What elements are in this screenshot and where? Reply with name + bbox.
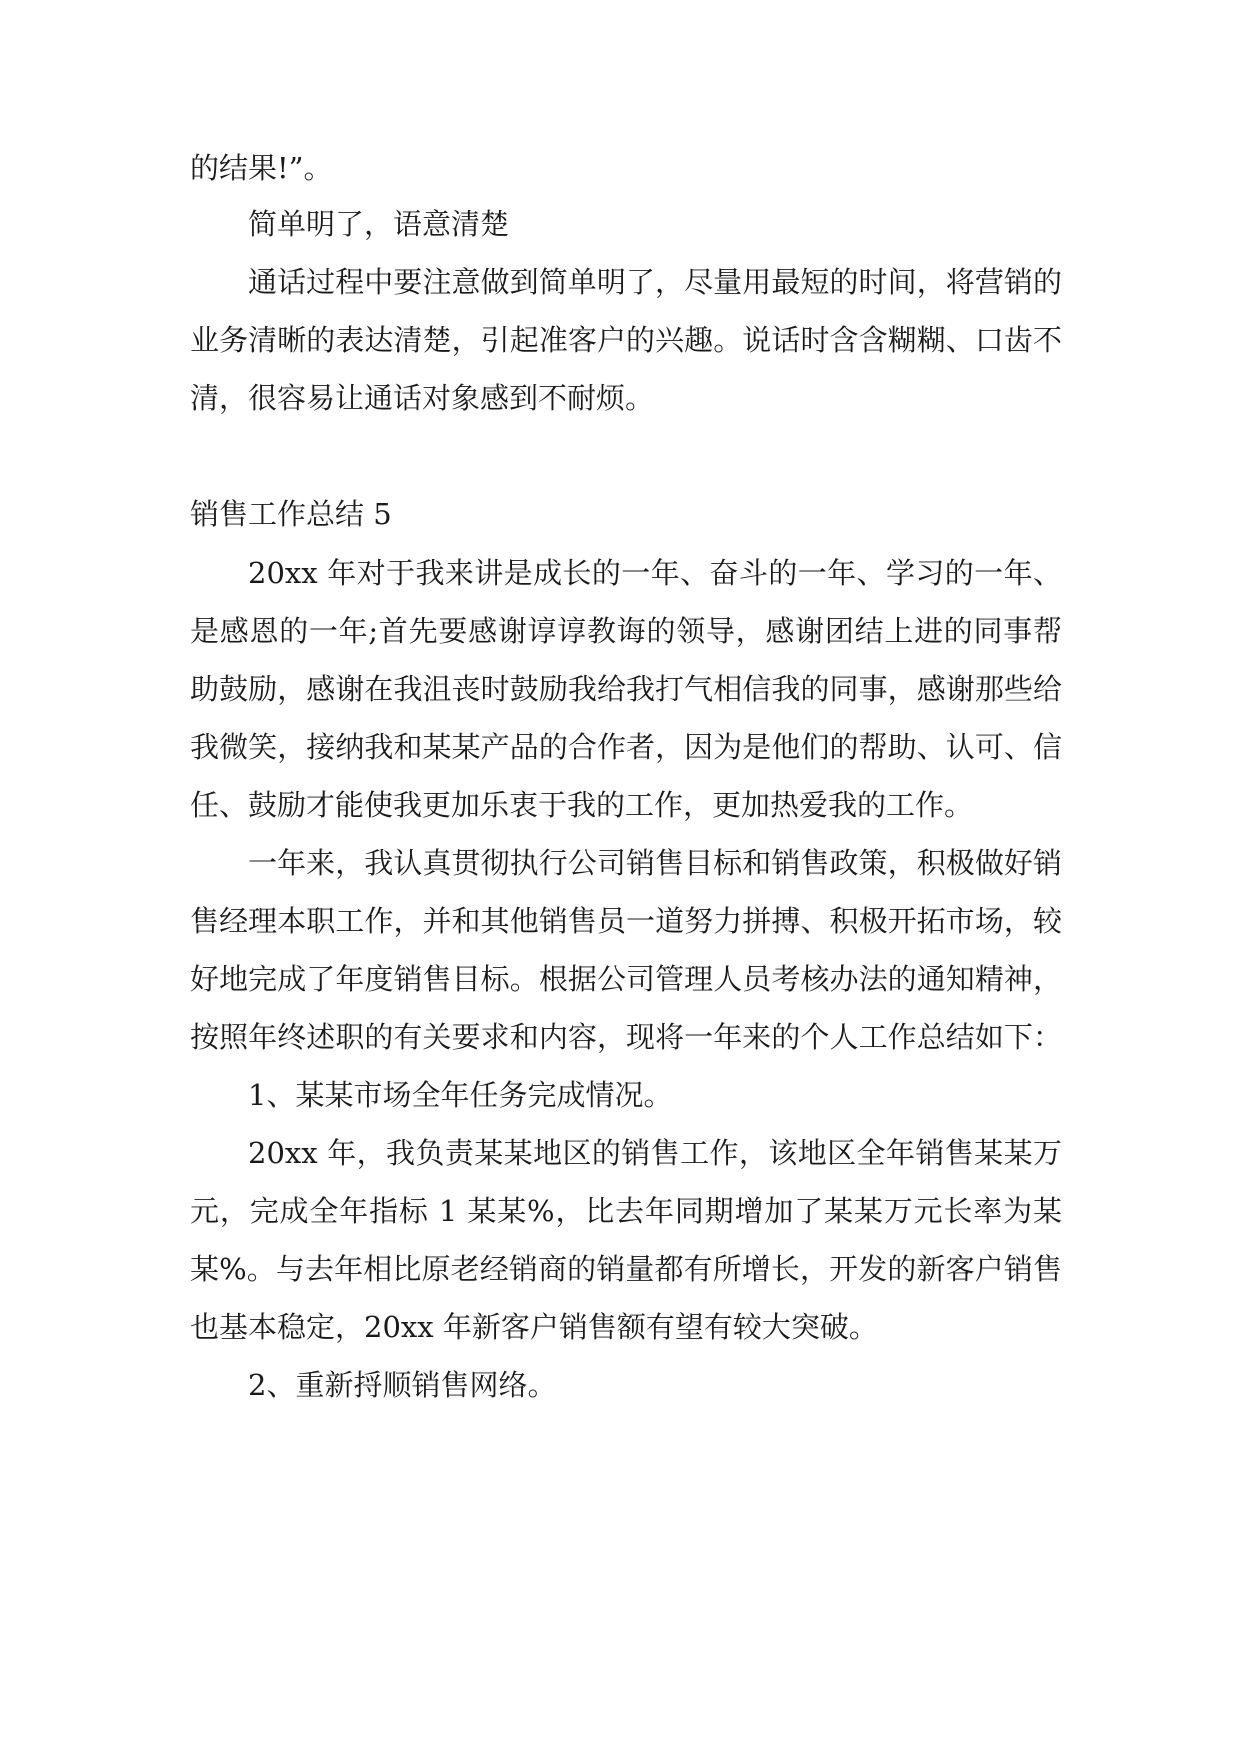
paragraph-line: 按照年终述职的有关要求和内容，现将一年来的个人工作总结如下： (190, 1020, 1062, 1054)
paragraph-line: 我微笑，接纳我和某某产品的合作者，因为是他们的帮助、认可、信 (190, 730, 1062, 764)
paragraph-line: 业务清晰的表达清楚，引起准客户的兴趣。说话时含含糊糊、口齿不 (190, 323, 1062, 357)
paragraph-line: 清，很容易让通话对象感到不耐烦。 (190, 381, 655, 415)
paragraph-line: 20xx 年对于我来讲是成长的一年、奋斗的一年、学习的一年、 (248, 556, 1062, 590)
list-item: 2、重新捋顺销售网络。 (248, 1368, 557, 1402)
paragraph-line: 元，完成全年指标 1 某某%，比去年同期增加了某某万元长率为某 (190, 1194, 1062, 1228)
paragraph-line: 20xx 年，我负责某某地区的销售工作，该地区全年销售某某万 (248, 1136, 1062, 1170)
paragraph-line: 是感恩的一年;首先要感谢谆谆教诲的领导，感谢团结上进的同事帮 (190, 614, 1062, 648)
paragraph-line: 售经理本职工作，并和其他销售员一道努力拼搏、积极开拓市场，较 (190, 904, 1062, 938)
list-item: 1、某某市场全年任务完成情况。 (248, 1078, 673, 1112)
paragraph-line: 好地完成了年度销售目标。根据公司管理人员考核办法的通知精神， (190, 962, 1062, 996)
paragraph-line: 通话过程中要注意做到简单明了，尽量用最短的时间，将营销的 (248, 265, 1062, 299)
paragraph-line: 的结果!”。 (190, 151, 333, 185)
paragraph-line: 某%。与去年相比原老经销商的销量都有所增长，开发的新客户销售 (190, 1252, 1062, 1286)
paragraph-line: 任、鼓励才能使我更加乐衷于我的工作，更加热爱我的工作。 (190, 788, 974, 822)
section-heading: 简单明了，语意清楚 (248, 207, 510, 241)
page-title: 销售工作总结 5 (190, 497, 392, 531)
paragraph-line: 一年来，我认真贯彻执行公司销售目标和销售政策，积极做好销 (248, 846, 1062, 880)
paragraph-line: 也基本稳定，20xx 年新客户销售额有望有较大突破。 (190, 1310, 878, 1344)
paragraph-line: 助鼓励，感谢在我沮丧时鼓励我给我打气相信我的同事，感谢那些给 (190, 672, 1062, 706)
